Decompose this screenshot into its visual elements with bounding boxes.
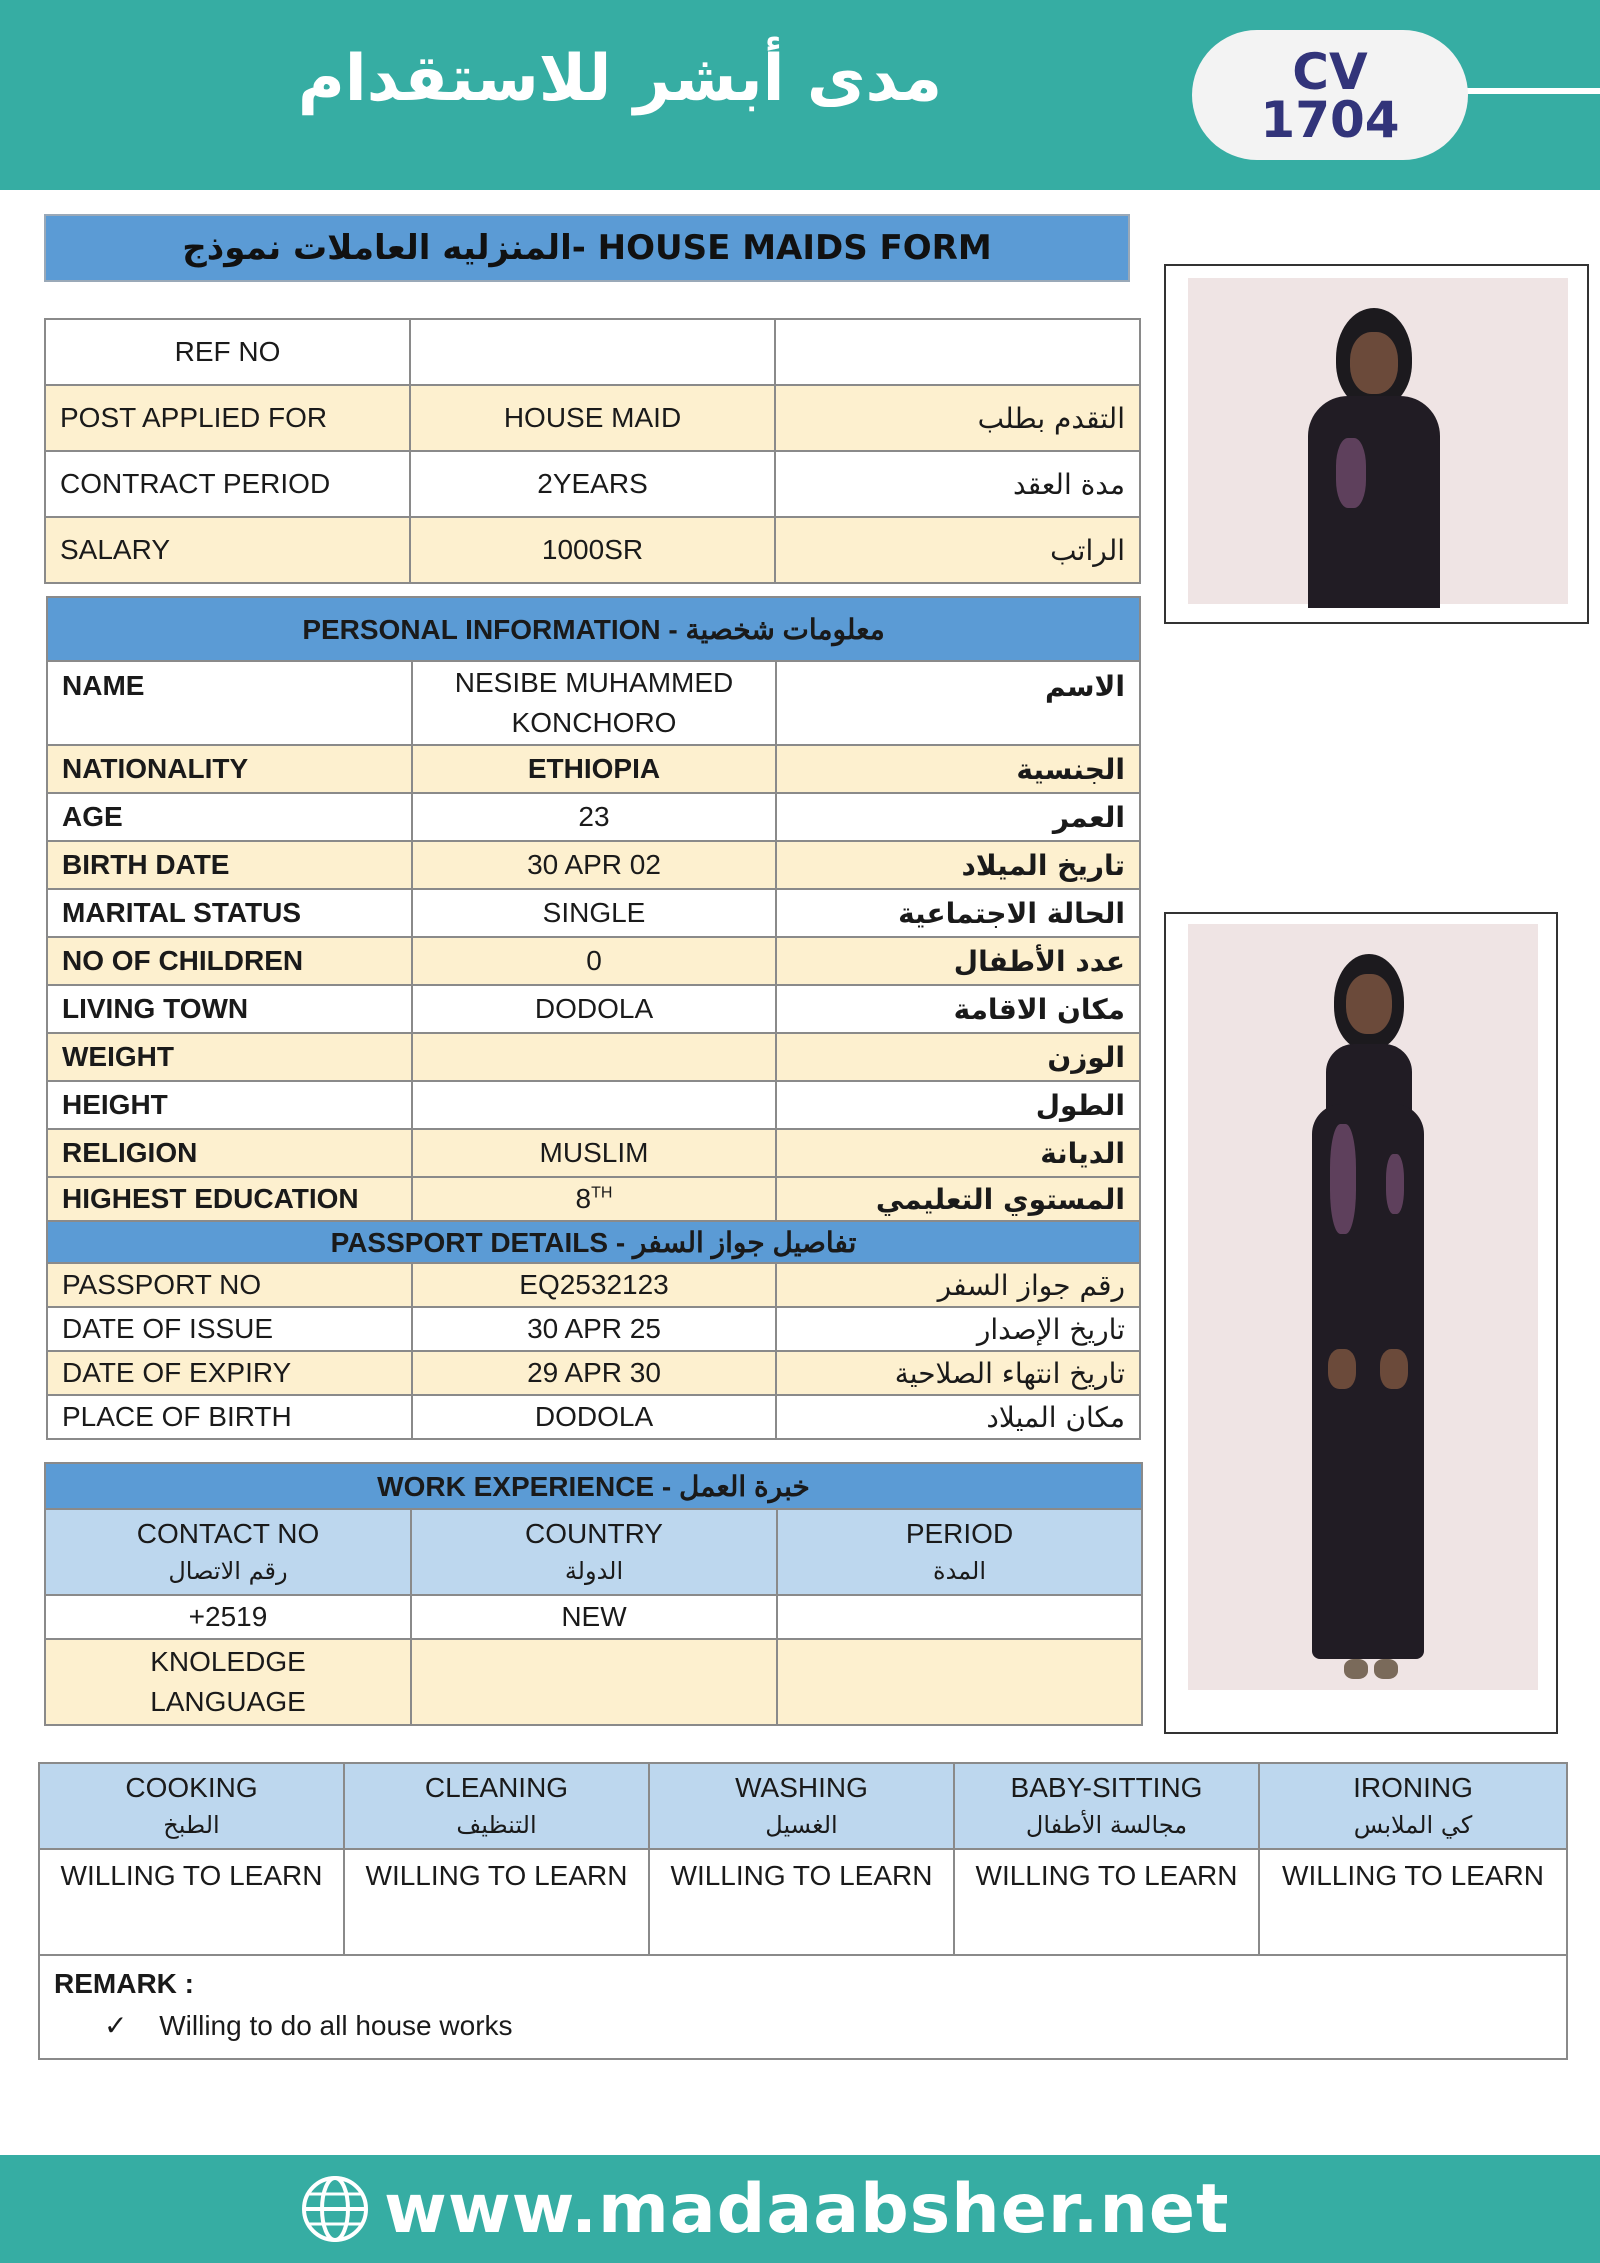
table-row	[47, 985, 1140, 1033]
value-period	[777, 1595, 1142, 1639]
label-contract-period: CONTRACT PERIOD	[45, 451, 410, 517]
skill-header-baby-sitting: BABY-SITTING مجالسة الأطفال	[954, 1763, 1259, 1849]
personal-info-table	[46, 596, 1141, 1440]
work-experience-table	[44, 1462, 1143, 1726]
arabic-date-of-issue: تاريخ الإصدار	[776, 1307, 1140, 1351]
arabic-passport-no: رقم جواز السفر	[776, 1263, 1140, 1307]
label-age: AGE	[47, 793, 412, 841]
value-marital-status: SINGLE	[412, 889, 776, 937]
label-place-of-birth: PLACE OF BIRTH	[47, 1395, 412, 1439]
skills-header-row	[39, 1763, 1567, 1849]
skill-header-ironing: IRONING كي الملابس	[1259, 1763, 1567, 1849]
arabic-name: الاسم	[776, 661, 1140, 745]
table-row	[47, 937, 1140, 985]
cv-number: 1704	[1260, 91, 1400, 149]
value-contact-no: +2519	[45, 1595, 411, 1639]
personal-info-heading-row	[47, 597, 1140, 661]
value-age: 23	[412, 793, 776, 841]
table-row	[47, 661, 1140, 745]
value-name: NESIBE MUHAMMED KONCHORO	[412, 661, 776, 745]
value-education: 8TH	[412, 1177, 776, 1221]
skill-header-cleaning: CLEANING التنظيف	[344, 1763, 649, 1849]
arabic-salary: الراتب	[775, 517, 1140, 583]
portrait-person-figure	[1288, 308, 1458, 608]
value-living-town: DODOLA	[412, 985, 776, 1033]
table-row	[47, 793, 1140, 841]
portrait-photo	[1164, 264, 1589, 624]
table-row	[45, 517, 1140, 583]
arabic-marital-status: الحالة الاجتماعية	[776, 889, 1140, 937]
arabic-birth-date: تاريخ الميلاد	[776, 841, 1140, 889]
value-place-of-birth: DODOLA	[412, 1395, 776, 1439]
arabic-ref-no	[775, 319, 1140, 385]
skill-value-ironing: WILLING TO LEARN	[1259, 1849, 1567, 1955]
arabic-post-applied: التقدم بطلب	[775, 385, 1140, 451]
header-bar	[0, 0, 1600, 190]
table-row	[45, 319, 1140, 385]
footer-bar	[0, 2155, 1600, 2263]
value-birth-date: 30 APR 02	[412, 841, 776, 889]
brand-name: مدى أبشر للاستقدام	[297, 42, 943, 116]
table-row	[47, 1129, 1140, 1177]
label-date-of-issue: DATE OF ISSUE	[47, 1307, 412, 1351]
skill-value-washing: WILLING TO LEARN	[649, 1849, 954, 1955]
table-row	[47, 1263, 1140, 1307]
cv-badge	[1192, 30, 1468, 160]
arabic-place-of-birth: مكان الميلاد	[776, 1395, 1140, 1439]
label-children: NO OF CHILDREN	[47, 937, 412, 985]
arabic-age: العمر	[776, 793, 1140, 841]
value-date-of-expiry: 29 APR 30	[412, 1351, 776, 1395]
arabic-weight: الوزن	[776, 1033, 1140, 1081]
remark-item	[54, 2006, 1552, 2046]
table-row	[47, 1351, 1140, 1395]
portrait-photo-background	[1188, 278, 1568, 604]
label-birth-date: BIRTH DATE	[47, 841, 412, 889]
label-salary: SALARY	[45, 517, 410, 583]
label-date-of-expiry: DATE OF EXPIRY	[47, 1351, 412, 1395]
skill-value-cooking: WILLING TO LEARN	[39, 1849, 344, 1955]
full-body-photo-background	[1188, 924, 1538, 1690]
value-knowledge-language	[411, 1639, 777, 1725]
table-row	[45, 1639, 1142, 1725]
skill-header-cooking: COOKING الطبخ	[39, 1763, 344, 1849]
work-experience-header-row	[45, 1509, 1142, 1595]
personal-info-heading: PERSONAL INFORMATION - معلومات شخصية	[47, 597, 1140, 661]
passport-heading: PASSPORT DETAILS - تفاصيل جواز السفر	[47, 1221, 1140, 1263]
work-experience-heading: WORK EXPERIENCE - خبرة العمل	[45, 1463, 1142, 1509]
value-passport-no: EQ2532123	[412, 1263, 776, 1307]
remark-label: REMARK :	[54, 1968, 194, 1999]
value-knowledge-extra	[777, 1639, 1142, 1725]
remark-cell	[39, 1955, 1567, 2059]
table-row	[47, 1177, 1140, 1221]
label-living-town: LIVING TOWN	[47, 985, 412, 1033]
arabic-nationality: الجنسية	[776, 745, 1140, 793]
globe-icon	[300, 2174, 370, 2244]
label-nationality: NATIONALITY	[47, 745, 412, 793]
full-body-person-figure	[1288, 954, 1448, 1684]
table-row	[47, 1307, 1140, 1351]
table-row	[47, 1033, 1140, 1081]
label-passport-no: PASSPORT NO	[47, 1263, 412, 1307]
remark-text: Willing to do all house works	[159, 2010, 513, 2041]
full-body-photo	[1164, 912, 1558, 1734]
header-contact-no: CONTACT NO رقم الاتصال	[45, 1509, 411, 1595]
arabic-contract-period: مدة العقد	[775, 451, 1140, 517]
arabic-children: عدد الأطفال	[776, 937, 1140, 985]
footer-website[interactable]	[300, 2163, 1230, 2255]
header-period: PERIOD المدة	[777, 1509, 1142, 1595]
header-country: COUNTRY الدولة	[411, 1509, 777, 1595]
value-height	[412, 1081, 776, 1129]
label-weight: WEIGHT	[47, 1033, 412, 1081]
label-name: NAME	[47, 661, 412, 745]
arabic-date-of-expiry: تاريخ انتهاء الصلاحية	[776, 1351, 1140, 1395]
value-date-of-issue: 30 APR 25	[412, 1307, 776, 1351]
label-marital-status: MARITAL STATUS	[47, 889, 412, 937]
value-country: NEW	[411, 1595, 777, 1639]
skill-value-baby-sitting: WILLING TO LEARN	[954, 1849, 1259, 1955]
arabic-religion: الديانة	[776, 1129, 1140, 1177]
check-icon: ✓	[104, 2010, 128, 2041]
label-education: HIGHEST EDUCATION	[47, 1177, 412, 1221]
form-title: المنزليه العاملات نموذج- HOUSE MAIDS FORM	[44, 214, 1130, 282]
table-row	[45, 451, 1140, 517]
value-ref-no	[410, 319, 775, 385]
value-weight	[412, 1033, 776, 1081]
value-children: 0	[412, 937, 776, 985]
website-url: www.madaabsher.net	[384, 2169, 1230, 2249]
skill-header-washing: WASHING الغسيل	[649, 1763, 954, 1849]
arabic-height: الطول	[776, 1081, 1140, 1129]
skill-value-cleaning: WILLING TO LEARN	[344, 1849, 649, 1955]
table-row	[45, 1595, 1142, 1639]
value-salary: 1000SR	[410, 517, 775, 583]
work-experience-heading-row	[45, 1463, 1142, 1509]
label-ref-no: REF NO	[45, 319, 410, 385]
table-row	[45, 385, 1140, 451]
label-post-applied: POST APPLIED FOR	[45, 385, 410, 451]
label-height: HEIGHT	[47, 1081, 412, 1129]
table-row	[47, 1081, 1140, 1129]
remark-row	[39, 1955, 1567, 2059]
value-post-applied: HOUSE MAID	[410, 385, 775, 451]
passport-heading-row	[47, 1221, 1140, 1263]
skills-table	[38, 1762, 1568, 2060]
value-contract-period: 2YEARS	[410, 451, 775, 517]
application-table	[44, 318, 1141, 584]
value-religion: MUSLIM	[412, 1129, 776, 1177]
table-row	[47, 745, 1140, 793]
table-row	[47, 1395, 1140, 1439]
label-religion: RELIGION	[47, 1129, 412, 1177]
label-knowledge-language: KNOLEDGE LANGUAGE	[45, 1639, 411, 1725]
skills-value-row	[39, 1849, 1567, 1955]
cv-label: CV	[1292, 43, 1368, 101]
table-row	[47, 841, 1140, 889]
arabic-education: المستوي التعليمي	[776, 1177, 1140, 1221]
value-nationality: ETHIOPIA	[412, 745, 776, 793]
table-row	[47, 889, 1140, 937]
arabic-living-town: مكان الاقامة	[776, 985, 1140, 1033]
